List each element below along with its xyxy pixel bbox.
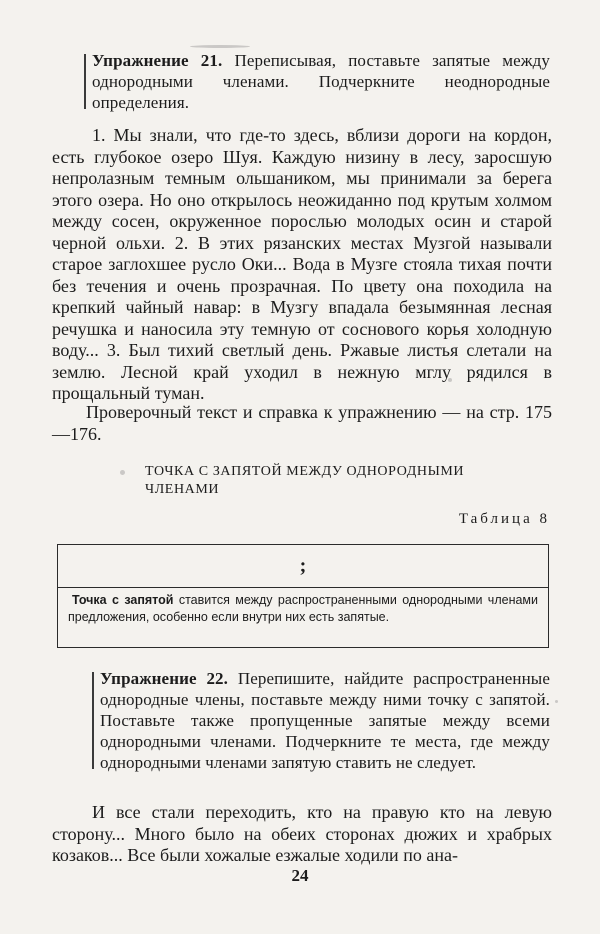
rule-table-body — [58, 588, 548, 626]
rule-bold-term: Точка с запятой — [72, 593, 174, 607]
print-smudge — [555, 700, 558, 703]
passage-2-text: И все стали переходить, кто на правую кто на левую сторону... Много было на обеих сторонах дюжих и храбрых козаков... Все были хожалые езжалые ходили по ана- — [52, 802, 552, 865]
rule-text: ставится между распространенными однородными членами предложения, особенно если внутри них есть запятые. — [68, 593, 538, 624]
exercise-margin-bar — [92, 672, 94, 769]
print-smudge — [448, 378, 452, 382]
exercise-22-text — [100, 668, 550, 773]
exercise-21-block — [92, 50, 550, 113]
exercise-21-title: Упражнение 21. — [92, 51, 223, 70]
rule-table-symbol: ; — [58, 545, 548, 588]
page-number: 24 — [291, 866, 309, 885]
exercise-21-text — [92, 50, 550, 113]
exercise-margin-bar — [84, 54, 86, 109]
exercise-22-instruction: Перепишите, найдите распространенные однородные члены, поставьте между ними точку с запятой. Поставьте также пропущенные запятые между всеми однородными членами. Подчеркните те места, где между однородными членами запятую ставить не следует. — [100, 669, 550, 772]
print-smudge — [120, 470, 125, 475]
passage-2 — [52, 802, 552, 867]
exercise-22-block — [100, 668, 550, 773]
rule-table — [57, 544, 549, 648]
exercise-21-instruction: Переписывая, поставьте запятые между однородными членами. Подчеркните неоднородные определения. — [92, 51, 550, 112]
print-smudge — [190, 45, 250, 48]
reference-note: Проверочный текст и справка к упражнению — на стр. 175—176. — [52, 402, 552, 444]
table-label: Таблица 8 — [458, 511, 550, 527]
exercise-22-title: Упражнение 22. — [100, 669, 229, 688]
passage-1-text: 1. Мы знали, что где-то здесь, вблизи дороги на кордон, есть глубокое озеро Шуя. Каждую низину в лесу, заросшую непролазным темным ольшаником, мы принимали за берега этого озера. Но оно открылось неожиданно под крутым холмом между сосен, окруженное порослью молодых осин и старой черной ольхи. 2. В этих рязанских местах Музгой называли старое заглохшее русло Оки... Вода в Музге стояла тихая почти без течения и очень прозрачная. По цвету она походила на крепкий чайный навар: в Музгу впадала безымянная лесная речушка и наносила эту темную от соснового корья холодную воду... 3. Был тихий светлый день. Ржавые листья слетали на землю. Лесной край уходил в нежную мглу рядился в прощальный туман. — [52, 125, 552, 403]
section-heading: ТОЧКА С ЗАПЯТОЙ МЕЖДУ ОДНОРОДНЫМИ ЧЛЕНАМИ — [145, 464, 465, 497]
passage-1 — [52, 125, 552, 405]
